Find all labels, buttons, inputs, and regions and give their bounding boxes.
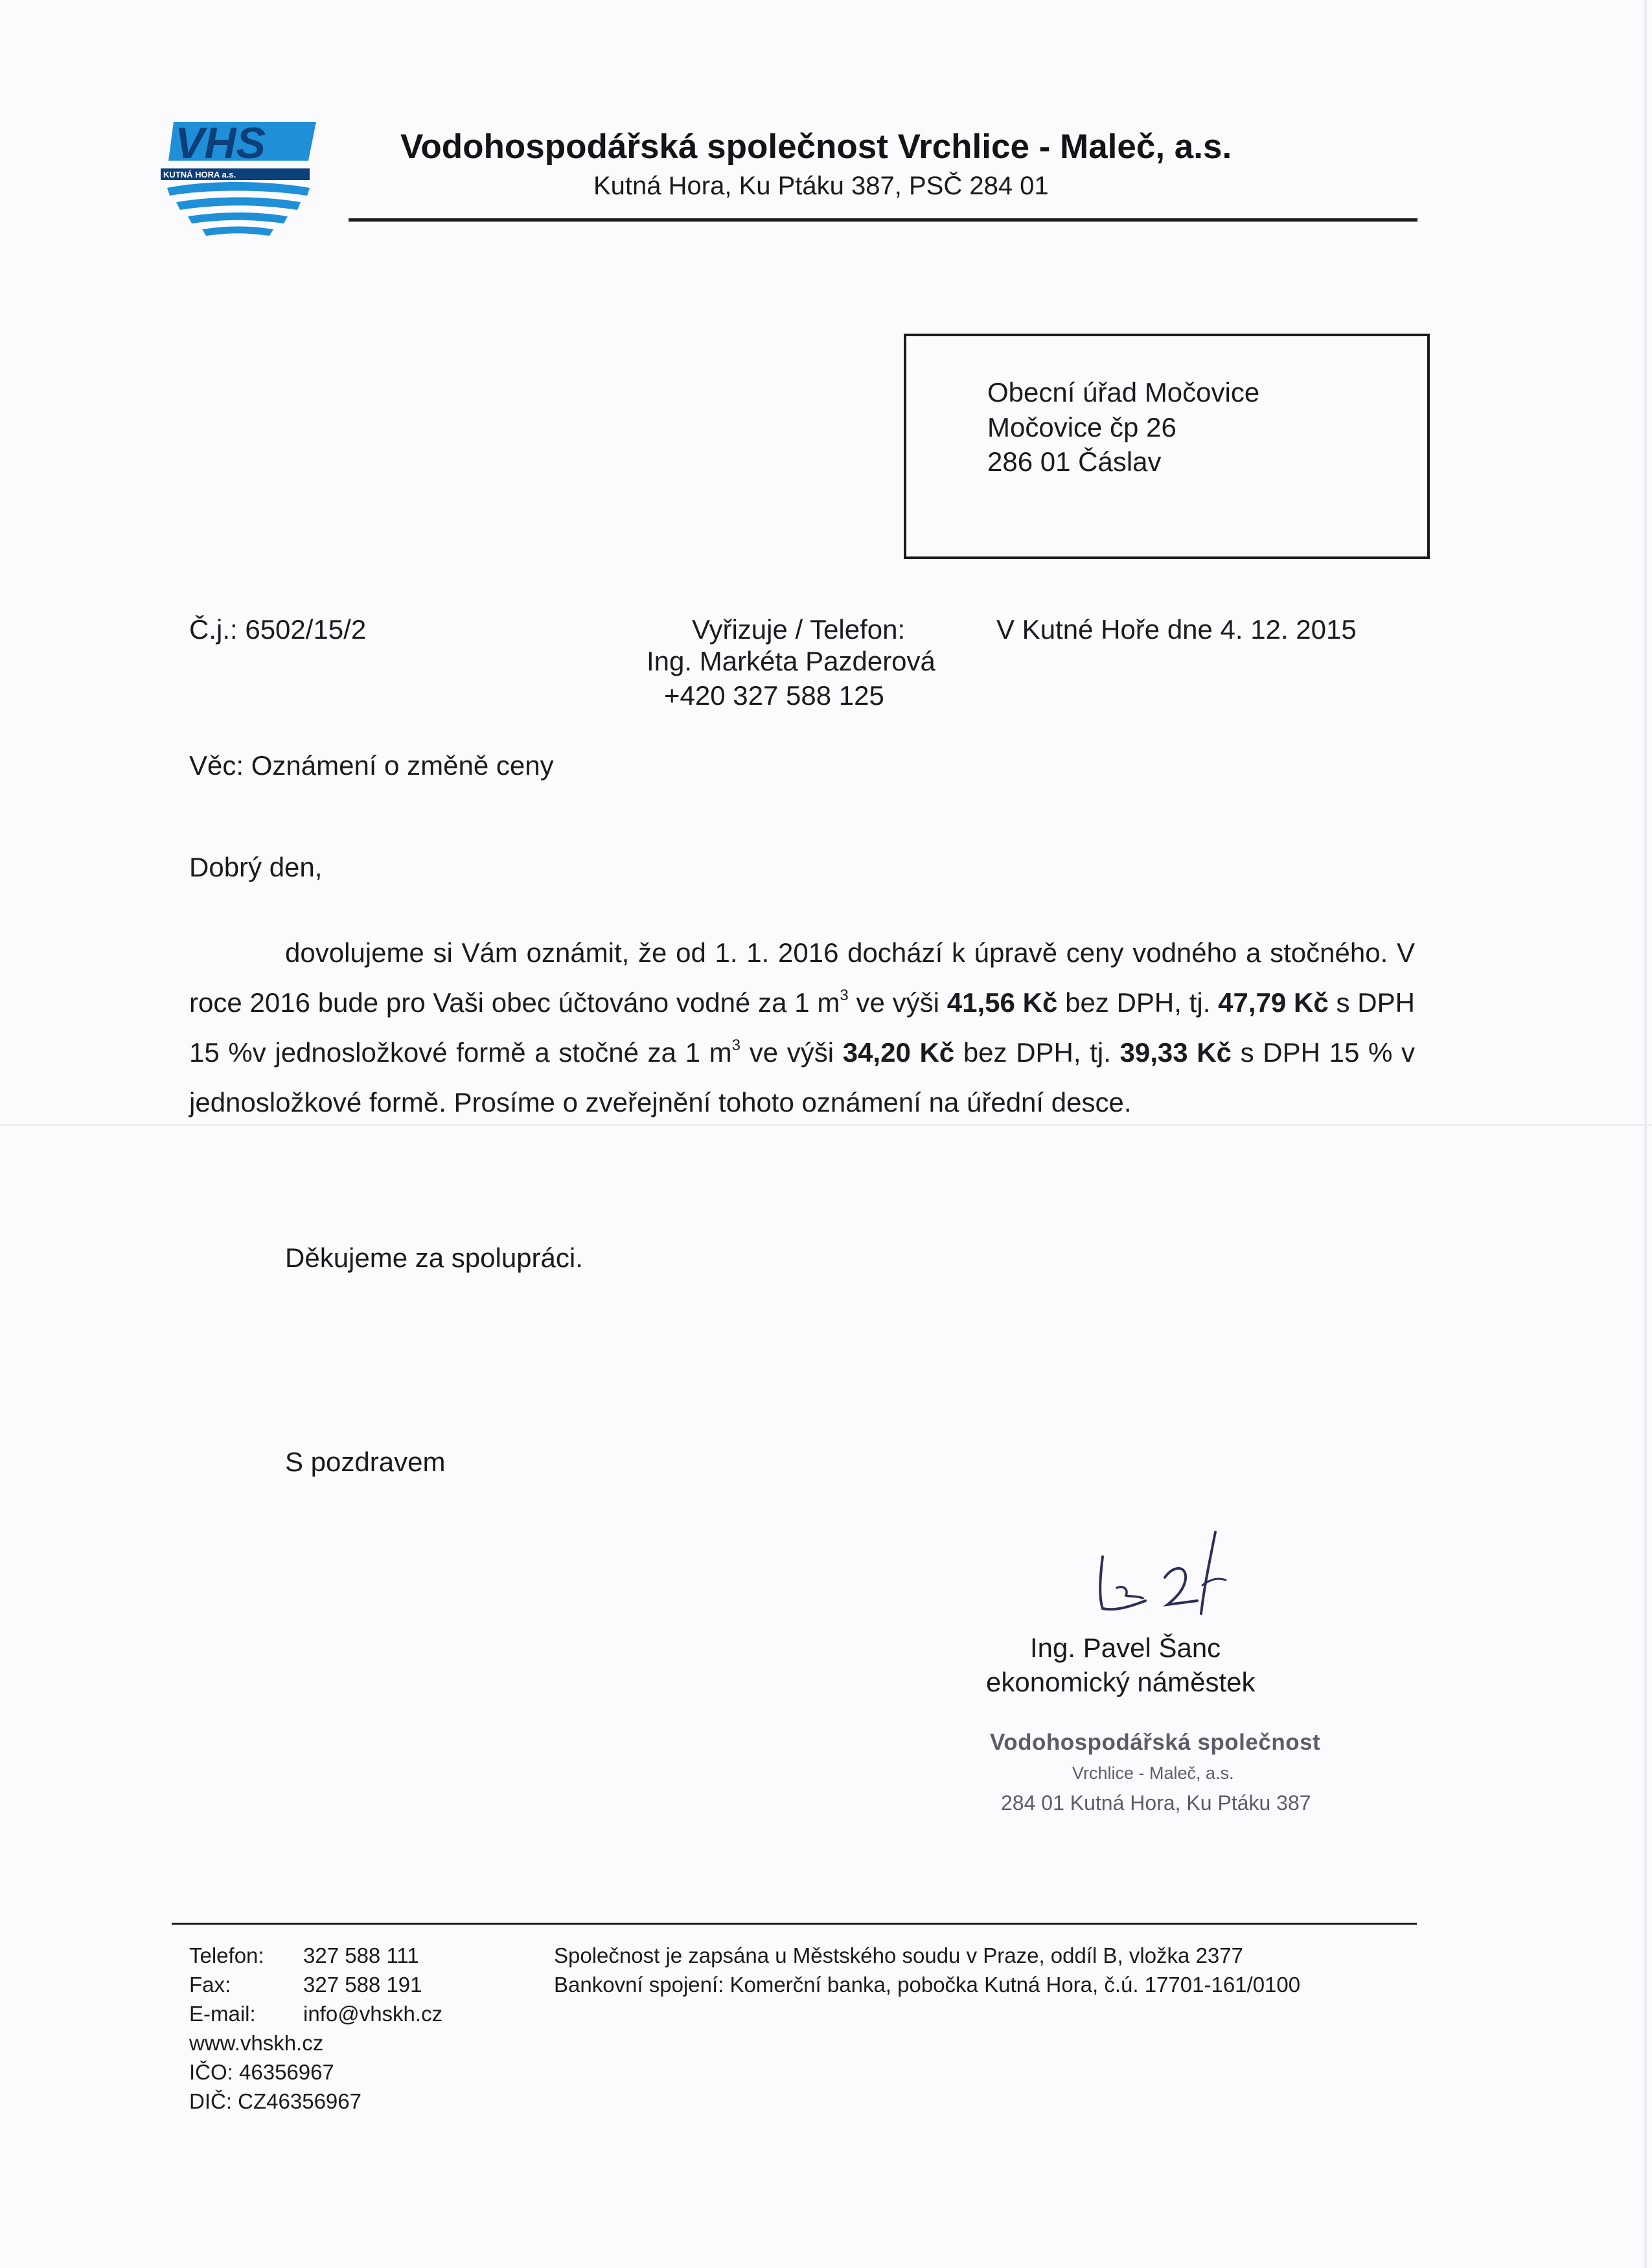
sewage-price-vat: 39,33 Kč	[1119, 1037, 1232, 1068]
company-address: Kutná Hora, Ku Ptáku 387, PSČ 284 01	[593, 172, 1049, 200]
sewage-price: 34,20 Kč	[842, 1037, 955, 1068]
signatory-name: Ing. Pavel Šanc	[1030, 1632, 1221, 1663]
handwritten-signature-icon	[1088, 1526, 1283, 1629]
water-price-vat: 47,79 Kč	[1218, 987, 1329, 1018]
subject-line: Věc: Oznámení o změně ceny	[189, 750, 554, 781]
handler-phone: +420 327 588 125	[664, 680, 884, 711]
footer-phone: 327 588 111	[303, 1943, 419, 1967]
stamp-company-subname: Vrchlice - Maleč, a.s.	[1072, 1763, 1234, 1783]
reference-number: Č.j.: 6502/15/2	[189, 614, 367, 645]
handler-label: Vyřizuje / Telefon:	[692, 614, 906, 645]
footer-fax-label: Fax:	[189, 1973, 231, 1997]
footer-email-label: E-mail:	[189, 2002, 256, 2026]
recipient-line-3: 286 01 Čáslav	[987, 446, 1162, 477]
header-rule	[349, 218, 1417, 222]
svg-text:VHS: VHS	[175, 119, 266, 168]
body-paragraph: dovolujeme si Vám oznámit, že od 1. 1. 2016 dochází k úpravě ceny vodného a stočného. V roce 2016 bude pro Vaši obec účtováno vodné za 1 $m^3$ ve výši 41,56 Kč bez DPH, tj. 47,79 Kč s DPH 15 %v jednosložkové formě a stočné za 1 $m^3$ ve výši 34,20 Kč bez DPH, tj. 39,33 Kč s DPH 15 % v jednosložkové formě. Prosíme o zveřejnění tohoto oznámení na úřední desce.	[189, 937, 1416, 1117]
svg-text:KUTNÁ HORA a.s.: KUTNÁ HORA a.s.	[163, 170, 236, 179]
superscript-3: 3	[840, 987, 849, 1004]
company-name: Vodohospodářská společnost Vrchlice - Maleč, a.s.	[400, 128, 1232, 166]
footer-fax: 327 588 191	[303, 1973, 422, 1997]
footer-bank: Bankovní spojení: Komerční banka, pobočka Kutná Hora, č.ú. 17701-161/0100	[554, 1973, 1301, 1997]
water-price: 41,56 Kč	[946, 987, 1058, 1018]
signatory-title: ekonomický náměstek	[986, 1667, 1256, 1697]
vhs-logo-icon	[154, 115, 329, 245]
footer-dic: DIČ: CZ46356967	[189, 2089, 361, 2113]
footer-email: info@vhskh.cz	[303, 2002, 443, 2026]
footer-ico: IČO: 46356967	[189, 2060, 334, 2084]
page-edge-shadow	[1644, 0, 1647, 2268]
letter-date: V Kutné Hoře dne 4. 12. 2015	[996, 614, 1357, 645]
greeting: Dobrý den,	[189, 852, 323, 882]
thanks-line: Děkujeme za spolupráci.	[285, 1243, 583, 1273]
stamp-address: 284 01 Kutná Hora, Ku Ptáku 387	[1001, 1791, 1311, 1815]
footer-rule	[172, 1923, 1417, 1925]
closing-line: S pozdravem	[285, 1447, 446, 1477]
footer-phone-label: Telefon:	[189, 1943, 264, 1967]
superscript-3: 3	[731, 1037, 741, 1054]
recipient-line-2: Močovice čp 26	[987, 412, 1176, 442]
footer-website: www.vhskh.cz	[189, 2031, 324, 2055]
footer-register: Společnost je zapsána u Městského soudu v Praze, oddíl B, vložka 2377	[554, 1943, 1243, 1967]
handler-name: Ing. Markéta Pazderová	[647, 646, 935, 676]
stamp-company-name: Vodohospodářská společnost	[990, 1730, 1321, 1755]
recipient-line-1: Obecní úřad Močovice	[987, 377, 1260, 407]
recipient-address-box	[904, 334, 1430, 559]
